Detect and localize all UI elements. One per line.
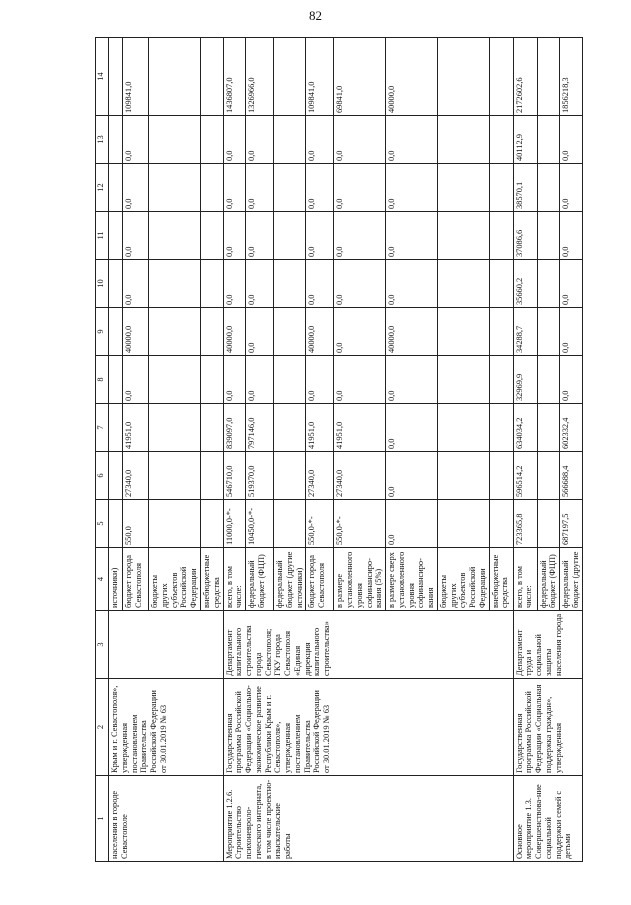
funding-source: федеральный бюджет (ФЦП) (537, 548, 560, 611)
column-number-header: 4 (96, 548, 109, 611)
amount-cell: 0,0 (246, 116, 274, 164)
amount-cell (109, 308, 123, 356)
amount-cell (109, 164, 123, 212)
amount-cell (489, 164, 513, 212)
amount-cell: 0,0 (560, 164, 583, 212)
amount-cell (109, 212, 123, 260)
amount-cell: 546710,0 (223, 452, 246, 500)
amount-cell: 550,0-*- (306, 500, 334, 548)
amount-cell (274, 38, 306, 116)
amount-cell: 40112,9 (513, 116, 537, 164)
amount-cell: 69841,0 (334, 38, 386, 116)
row-executor-name (109, 611, 224, 679)
amount-cell: 1326966,0 (246, 38, 274, 116)
amount-cell: 602332,4 (560, 404, 583, 452)
amount-cell: 0,0 (386, 260, 438, 308)
amount-cell (274, 452, 306, 500)
amount-cell (201, 452, 224, 500)
amount-cell: 0,0 (560, 356, 583, 404)
amount-cell: 0,0 (306, 116, 334, 164)
row-event-name: Основное мероприятие 1.3. Совершенствова-ние социальной поддержки семей с детьми (513, 776, 582, 862)
amount-cell: 0,0 (306, 212, 334, 260)
amount-cell (537, 452, 560, 500)
amount-cell: 566688,4 (560, 452, 583, 500)
amount-cell (149, 404, 201, 452)
amount-cell: 32969,9 (513, 356, 537, 404)
amount-cell: 0,0 (560, 308, 583, 356)
amount-cell: 687197,5 (560, 500, 583, 548)
amount-cell (489, 212, 513, 260)
amount-cell (489, 356, 513, 404)
budget-table (95, 37, 583, 862)
amount-cell: 27340,0 (123, 452, 149, 500)
amount-cell (109, 452, 123, 500)
amount-cell: 0,0 (386, 116, 438, 164)
amount-cell: 40000,0 (306, 308, 334, 356)
amount-cell: 40000,0 (386, 308, 438, 356)
column-number-header: 6 (96, 452, 109, 500)
amount-cell (149, 260, 201, 308)
amount-cell: 2172602,6 (513, 38, 537, 116)
amount-cell: 723365,8 (513, 500, 537, 548)
amount-cell: 0,0 (386, 452, 438, 500)
amount-cell (109, 500, 123, 548)
amount-cell: 27340,0 (334, 452, 386, 500)
funding-source: бюджет города Севастополя (123, 548, 149, 611)
amount-cell: 0,0 (123, 116, 149, 164)
column-number-header: 14 (96, 38, 109, 116)
amount-cell: 41951,0 (123, 404, 149, 452)
amount-cell (201, 404, 224, 452)
amount-cell: 0,0 (223, 260, 246, 308)
amount-cell: 0,0 (223, 116, 246, 164)
funding-source: федеральный бюджет (ФЦП) (246, 548, 274, 611)
amount-cell (437, 38, 489, 116)
amount-cell (201, 212, 224, 260)
amount-cell (437, 356, 489, 404)
amount-cell: 0,0 (334, 308, 386, 356)
amount-cell: 0,0 (246, 212, 274, 260)
amount-cell: 109841,0 (306, 38, 334, 116)
row-event-name: Мероприятие 1.2.6. Строительство психоневроло-гического интерната, в том числе проектно-изыскательские работы (223, 776, 513, 862)
amount-cell: 0,0 (246, 164, 274, 212)
amount-cell (149, 500, 201, 548)
amount-cell (274, 356, 306, 404)
amount-cell (201, 308, 224, 356)
row-executor-name: Департамент труда и социальной защиты населения города (513, 611, 582, 679)
amount-cell: 35660,2 (513, 260, 537, 308)
funding-source: федеральный бюджет (другие источники) (274, 548, 306, 611)
amount-cell: 0,0 (223, 212, 246, 260)
amount-cell: 0,0 (334, 212, 386, 260)
funding-source: бюджеты других субъектов Российской Федерации (437, 548, 489, 611)
funding-source: в размере установленного уровня софинансиро-вания (5%) (334, 548, 386, 611)
amount-cell (201, 164, 224, 212)
amount-cell (274, 500, 306, 548)
amount-cell: 596514,2 (513, 452, 537, 500)
table-body (109, 38, 583, 862)
amount-cell (149, 164, 201, 212)
amount-cell: 11000,0-*- (223, 500, 246, 548)
amount-cell (437, 164, 489, 212)
column-number-header: 9 (96, 308, 109, 356)
amount-cell (437, 260, 489, 308)
amount-cell: 0,0 (560, 212, 583, 260)
row-program-name: Государственная программа Российской Федерации «Социально-экономическое развитие Республики Крым и г. Севастополя», утвержденная постановлением Правительства Российской Федерации от 30.01.2019 № 63 (223, 679, 513, 776)
funding-source: источники) (109, 548, 123, 611)
amount-cell: 550,0-*- (334, 500, 386, 548)
row-program-name: Крым и г. Севастополя», утвержденная постановлением Правительства Российской Федерации от 30.01.2019 № 63 (109, 679, 224, 776)
amount-cell (109, 116, 123, 164)
column-number-header: 12 (96, 164, 109, 212)
amount-cell (537, 116, 560, 164)
funding-source: бюджет города Севастополя (306, 548, 334, 611)
column-number-header: 11 (96, 212, 109, 260)
column-number-header: 7 (96, 404, 109, 452)
amount-cell (489, 500, 513, 548)
amount-cell: 550,0 (123, 500, 149, 548)
funding-source: всего, в том числе: (223, 548, 246, 611)
amount-cell (109, 404, 123, 452)
amount-cell: 0,0 (334, 260, 386, 308)
amount-cell (201, 38, 224, 116)
amount-cell: 0,0 (123, 356, 149, 404)
funding-source: в размере сверх установленного уровня софинансиро-вания (386, 548, 438, 611)
column-number-header: 8 (96, 356, 109, 404)
amount-cell (489, 404, 513, 452)
amount-cell (201, 260, 224, 308)
amount-cell (489, 308, 513, 356)
amount-cell: 1856218,3 (560, 38, 583, 116)
funding-source: внебюджетные средства (201, 548, 224, 611)
amount-cell: 0,0 (306, 260, 334, 308)
rotated-page-area (95, 38, 580, 862)
amount-cell (149, 38, 201, 116)
amount-cell: 0,0 (334, 164, 386, 212)
amount-cell (201, 500, 224, 548)
amount-cell (109, 260, 123, 308)
column-number-header: 13 (96, 116, 109, 164)
amount-cell (437, 212, 489, 260)
amount-cell (537, 500, 560, 548)
amount-cell: 0,0 (246, 260, 274, 308)
amount-cell (437, 500, 489, 548)
amount-cell: 109841,0 (123, 38, 149, 116)
amount-cell (537, 212, 560, 260)
amount-cell: 0,0 (223, 164, 246, 212)
amount-cell: 27340,0 (306, 452, 334, 500)
column-number-header: 3 (96, 611, 109, 679)
amount-cell: 10450,0-*- (246, 500, 274, 548)
amount-cell (109, 356, 123, 404)
amount-cell (437, 452, 489, 500)
amount-cell (274, 260, 306, 308)
amount-cell: 0,0 (386, 500, 438, 548)
amount-cell: 0,0 (560, 260, 583, 308)
amount-cell: 0,0 (560, 116, 583, 164)
amount-cell (537, 356, 560, 404)
amount-cell (149, 116, 201, 164)
amount-cell (489, 116, 513, 164)
amount-cell (537, 308, 560, 356)
amount-cell: 0,0 (246, 308, 274, 356)
funding-source: всего, в том числе: (513, 548, 537, 611)
amount-cell: 41951,0 (334, 404, 386, 452)
amount-cell (437, 404, 489, 452)
table-row (223, 38, 246, 862)
amount-cell: 40000,0 (386, 38, 438, 116)
amount-cell: 0,0 (123, 212, 149, 260)
amount-cell: 0,0 (386, 404, 438, 452)
amount-cell (149, 212, 201, 260)
amount-cell (274, 308, 306, 356)
amount-cell (537, 404, 560, 452)
amount-cell (201, 356, 224, 404)
column-number-header: 5 (96, 500, 109, 548)
amount-cell: 839097,0 (223, 404, 246, 452)
amount-cell: 0,0 (306, 164, 334, 212)
row-program-name: Государственная программа Российской Федерации «Социальная поддержка граждан», утвержденная (513, 679, 582, 776)
amount-cell: 0,0 (246, 356, 274, 404)
amount-cell: 0,0 (306, 356, 334, 404)
amount-cell: 0,0 (386, 164, 438, 212)
amount-cell (537, 260, 560, 308)
amount-cell (489, 260, 513, 308)
amount-cell: 0,0 (123, 260, 149, 308)
amount-cell: 0,0 (334, 116, 386, 164)
amount-cell (489, 38, 513, 116)
amount-cell: 0,0 (223, 356, 246, 404)
amount-cell (437, 308, 489, 356)
amount-cell (537, 164, 560, 212)
amount-cell (274, 116, 306, 164)
column-number-header: 10 (96, 260, 109, 308)
amount-cell: 41951,0 (306, 404, 334, 452)
amount-cell (537, 38, 560, 116)
funding-source: бюджеты других субъектов Российской Федерации (149, 548, 201, 611)
amount-cell: 0,0 (334, 356, 386, 404)
amount-cell: 38570,1 (513, 164, 537, 212)
row-event-name: населения в городе Севастополе (109, 776, 224, 862)
amount-cell: 0,0 (386, 356, 438, 404)
row-executor-name: Департамент капитального строительства города Севастополя; ГКУ города Севастополя «Единая дирекция капитального строительства» (223, 611, 513, 679)
table-row (513, 38, 537, 862)
amount-cell: 40000,0 (123, 308, 149, 356)
funding-source: внебюджетные средства (489, 548, 513, 611)
column-number-header: 1 (96, 776, 109, 862)
amount-cell: 1436807,0 (223, 38, 246, 116)
amount-cell (274, 404, 306, 452)
amount-cell: 519370,0 (246, 452, 274, 500)
amount-cell: 0,0 (386, 212, 438, 260)
amount-cell (149, 308, 201, 356)
amount-cell: 797146,0 (246, 404, 274, 452)
amount-cell (149, 356, 201, 404)
amount-cell (274, 212, 306, 260)
page-number: 82 (309, 8, 322, 23)
table-row (109, 38, 123, 862)
column-number-header-row (96, 38, 109, 862)
amount-cell (489, 452, 513, 500)
rotated-table-wrapper (95, 38, 580, 862)
amount-cell (274, 164, 306, 212)
amount-cell (109, 38, 123, 116)
amount-cell (149, 452, 201, 500)
funding-source: федеральный бюджет (другие (560, 548, 583, 611)
amount-cell: 634034,2 (513, 404, 537, 452)
amount-cell: 0,0 (123, 164, 149, 212)
amount-cell: 34288,7 (513, 308, 537, 356)
amount-cell: 40000,0 (223, 308, 246, 356)
amount-cell (201, 116, 224, 164)
column-number-header: 2 (96, 679, 109, 776)
amount-cell (437, 116, 489, 164)
amount-cell: 37086,6 (513, 212, 537, 260)
